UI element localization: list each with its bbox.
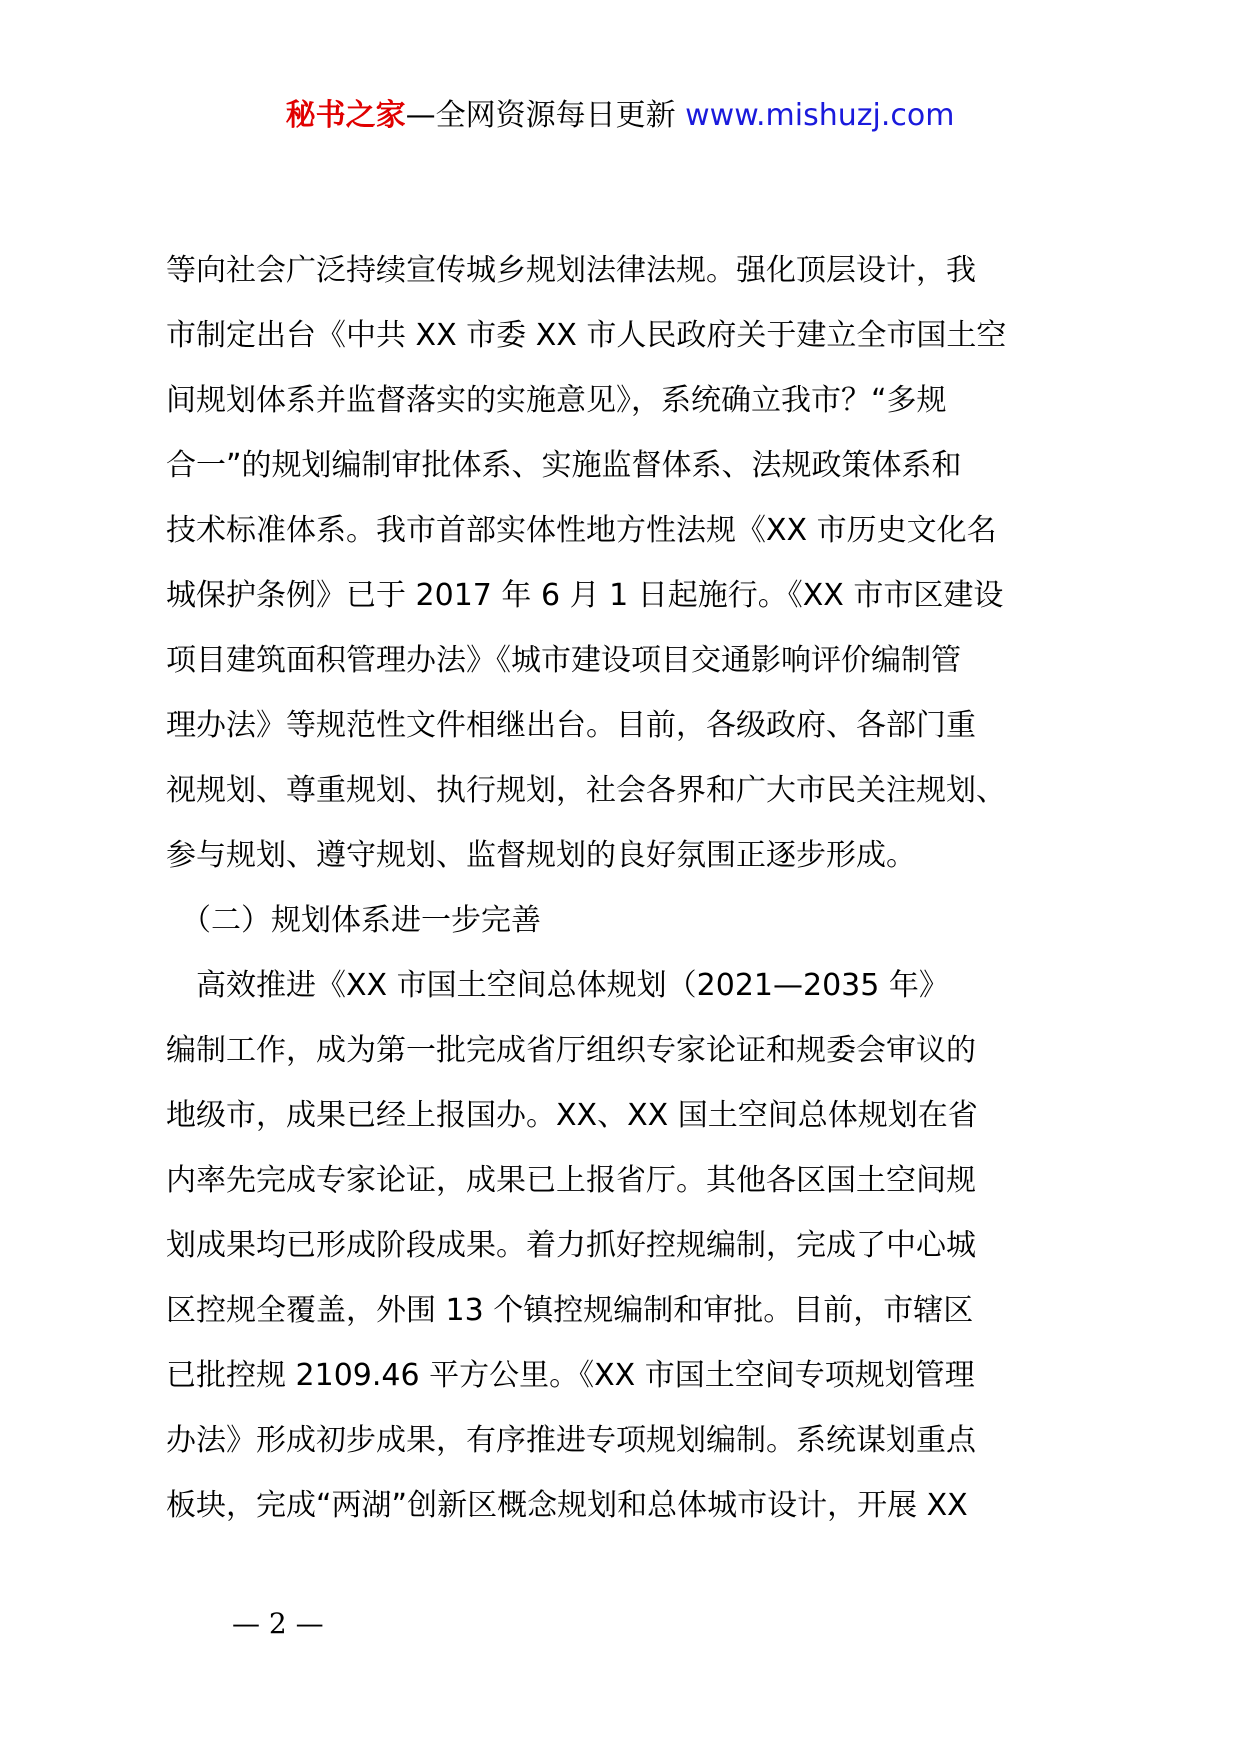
text-line: 高效推进《XX 市国土空间总体规划（2021—2035 年》	[166, 968, 949, 1003]
text-line: 市制定出台《中共 XX 市委 XX 市人民政府关于建立全市国土空	[166, 318, 1007, 353]
text-line: 办法》形成初步成果，有序推进专项规划编制。系统谋划重点	[166, 1423, 976, 1458]
text-line: 理办法》等规范性文件相继出台。目前，各级政府、各部门重	[166, 708, 976, 743]
document-body	[166, 238, 1096, 1538]
site-url-link[interactable]: www.mishuzj.com	[685, 98, 955, 133]
text-line: 参与规划、遵守规划、监督规划的良好氛围正逐步形成。	[166, 838, 916, 873]
text-line: 划成果均已形成阶段成果。着力抓好控规编制，完成了中心城	[166, 1228, 976, 1263]
brand-name: 秘书之家	[285, 98, 406, 133]
text-line: 已批控规 2109.46 平方公里。《XX 市国土空间专项规划管理	[166, 1358, 975, 1393]
text-line: 间规划体系并监督落实的实施意见》，系统确立我市？“多规	[166, 383, 947, 418]
text-line: 等向社会广泛持续宣传城乡规划法律法规。强化顶层设计，我	[166, 253, 976, 288]
page-number: — 2 —	[232, 1607, 324, 1640]
page-header	[0, 96, 1240, 136]
text-line: 区控规全覆盖，外围 13 个镇控规编制和审批。目前，市辖区	[166, 1293, 974, 1328]
header-tagline: —全网资源每日更新	[405, 98, 686, 133]
text-line: 板块，完成“两湖”创新区概念规划和总体城市设计，开展 XX	[166, 1488, 968, 1523]
text-line: 地级市，成果已经上报国办。XX、XX 国土空间总体规划在省	[166, 1098, 978, 1133]
text-line: 内率先完成专家论证，成果已上报省厅。其他各区国土空间规	[166, 1163, 976, 1198]
text-line: 合一”的规划编制审批体系、实施监督体系、法规政策体系和	[166, 448, 962, 483]
text-line: 城保护条例》已于 2017 年 6 月 1 日起施行。《XX 市市区建设	[166, 578, 1004, 613]
text-line: 技术标准体系。我市首部实体性地方性法规《XX 市历史文化名	[166, 513, 997, 548]
section-heading: （二）规划体系进一步完善	[166, 903, 541, 938]
text-line: 项目建筑面积管理办法》《城市建设项目交通影响评价编制管	[166, 643, 961, 678]
text-line: 编制工作，成为第一批完成省厅组织专家论证和规委会审议的	[166, 1033, 976, 1068]
text-line: 视规划、尊重规划、执行规划，社会各界和广大市民关注规划、	[166, 773, 1006, 808]
